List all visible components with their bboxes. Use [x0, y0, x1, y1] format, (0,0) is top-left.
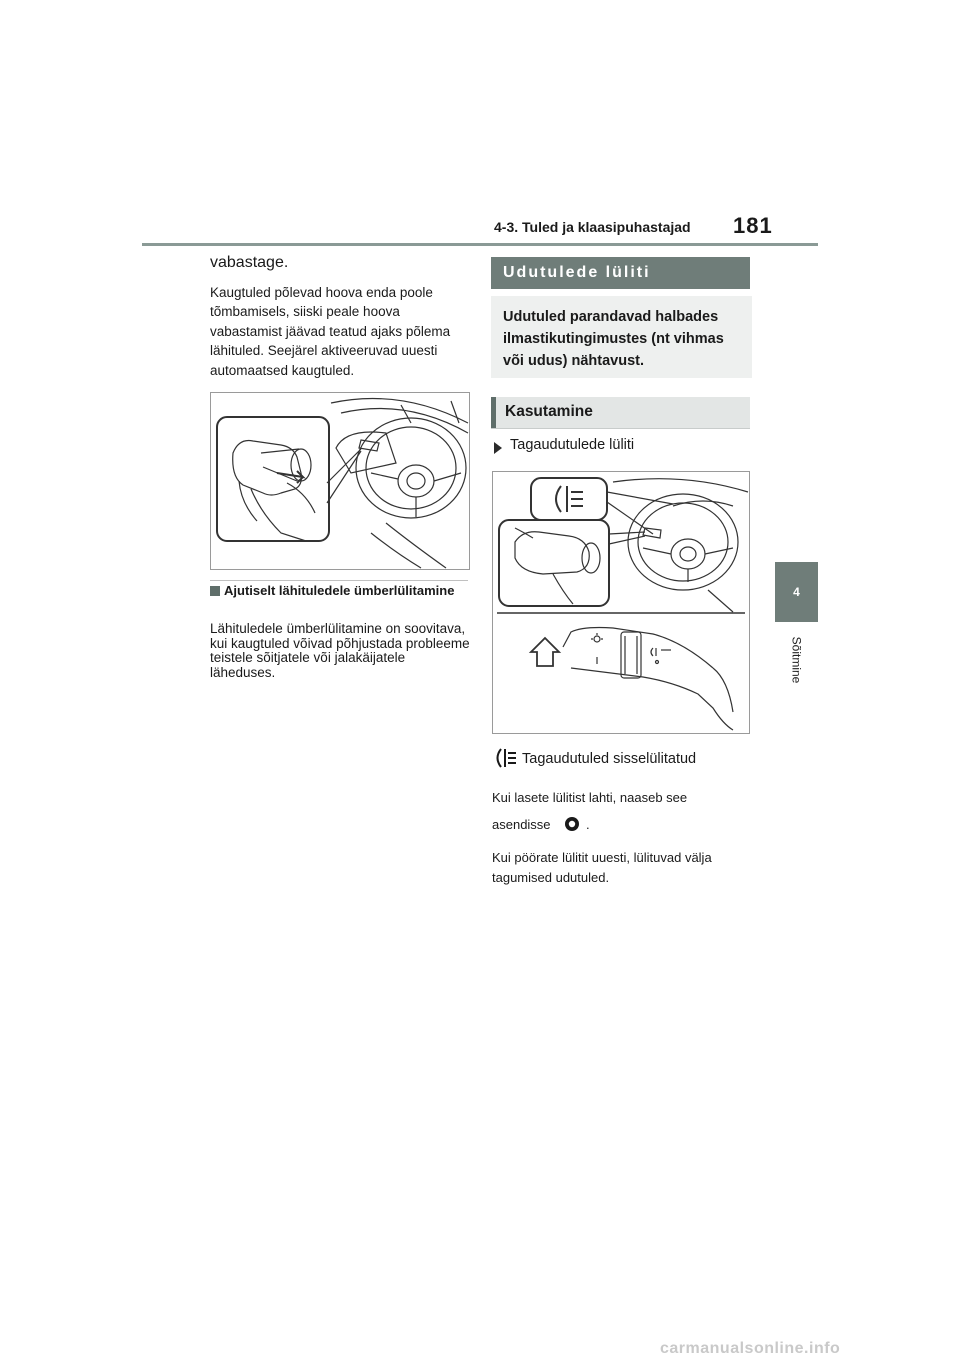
lever-pull-illustration — [210, 392, 470, 570]
chapter-side-label: Sõitmine — [789, 636, 803, 684]
fog-light-switch-section-title: Udutulede lüliti — [491, 257, 750, 289]
chapter-tab[interactable] — [775, 562, 818, 622]
rear-fog-on-label: Tagaudutuled sisselülitatud — [522, 751, 697, 767]
subsection-underline — [491, 428, 750, 429]
rear-fog-light-icon — [556, 486, 583, 512]
off-position-icon — [563, 815, 581, 833]
lever-pull-drawing — [211, 393, 469, 569]
low-beam-paragraph: Lähituledele ümberlülitamine on soovitava, kui kaugtuled võivad põhjustada probleeme teistele sõitjatele või jalakäijatele läheduses. — [210, 621, 470, 680]
page-number: 181 — [733, 213, 773, 238]
watermark-link[interactable]: carmanualsonline.info — [660, 1340, 841, 1357]
continuation-text: vabastage. — [210, 254, 289, 271]
operation-subsection-title: Kasutamine — [491, 397, 750, 428]
release-text: Kui lasete lülitist lahti, naaseb see — [492, 790, 688, 805]
subsection-divider — [210, 580, 468, 581]
rear-fog-light-icon — [493, 746, 517, 770]
rear-fog-switch-label: Tagaudutulede lüliti — [510, 437, 635, 453]
high-beam-paragraph: Kaugtuled põlevad hoova enda poole tõmbamisels, siiski peale hoova vabastamist jäävad teatud ajaks põlema lähituled. Seejärel aktiveeruvad uuesti automaatsed kaugtuled. — [210, 285, 451, 378]
fog-light-intro-box: Udutuled parandavad halbades ilmastikutingimustes (nt vihmas või udus) nähtavust. — [491, 296, 752, 378]
position-text-period: . — [586, 817, 590, 832]
triangle-bullet-icon — [494, 442, 502, 454]
subheading-square-marker — [210, 586, 220, 596]
position-text: asendisse — [492, 817, 551, 832]
temporary-low-beam-heading: Ajutiselt lähituledele ümberlülitamine — [224, 583, 455, 598]
section-header: 4-3. Tuled ja klaasipuhastajad — [494, 219, 691, 235]
fog-switch-illustration — [492, 471, 750, 734]
turn-again-text: Kui pöörate lülitit uuesti, lülituvad välja tagumised udutuled. — [492, 850, 712, 885]
header-divider — [142, 243, 818, 246]
chapter-number: 4 — [793, 585, 800, 599]
fog-switch-drawing — [493, 472, 749, 733]
